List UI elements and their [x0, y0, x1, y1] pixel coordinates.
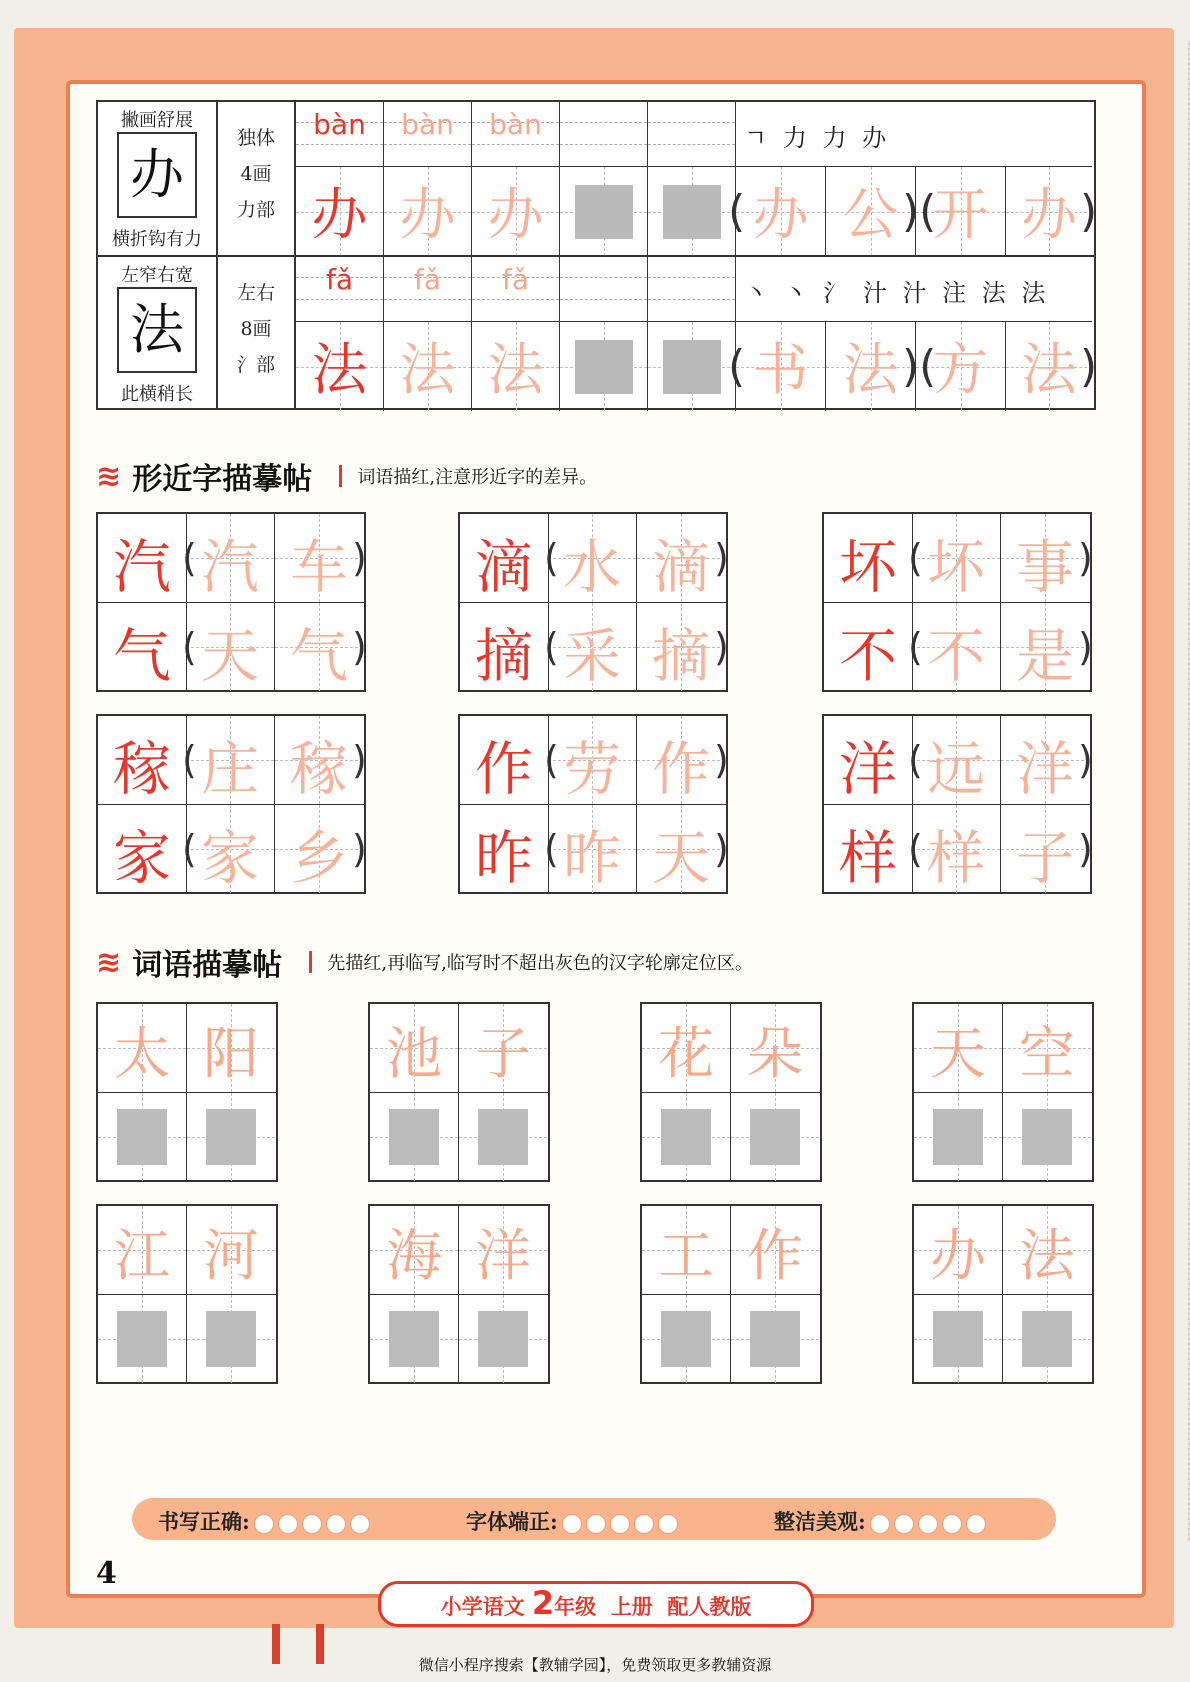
trace-char: 作 [651, 735, 710, 803]
char-cell [384, 321, 472, 411]
model-cell [824, 514, 913, 602]
word-practice-box [368, 1204, 550, 1384]
trace-cell[interactable] [637, 716, 725, 804]
similar-row: 昨 昨 天 ( ) [460, 804, 726, 893]
word-char: 法 [842, 338, 899, 403]
pinyin-cell [472, 102, 560, 166]
word-char: 方 [932, 338, 989, 403]
radical: 氵部 [236, 354, 275, 376]
trace-cell[interactable] [186, 716, 275, 804]
trace-cell[interactable] [548, 603, 637, 691]
write-cell[interactable] [98, 1295, 186, 1383]
char-label [98, 257, 218, 410]
flower-icon[interactable] [894, 1514, 914, 1534]
model-char: 洋 [838, 735, 897, 803]
trace-char: 河 [203, 1224, 259, 1289]
write-cell[interactable] [187, 1093, 275, 1181]
trace-cell[interactable] [275, 716, 363, 804]
similar-row: 滴 水 滴 ( ) [460, 514, 726, 602]
pinyin: bàn [313, 108, 366, 141]
model-char: 样 [838, 824, 897, 892]
model-cell [98, 805, 187, 893]
trace-cell[interactable] [731, 1004, 819, 1092]
pinyin-cell [296, 257, 384, 321]
trace-cell[interactable] [98, 1206, 186, 1294]
flower-icon[interactable] [658, 1514, 678, 1534]
word-char: 办 [1021, 183, 1077, 248]
trace-char: 办 [930, 1224, 986, 1289]
write-cell[interactable] [187, 1295, 275, 1383]
pinyin-cell [648, 257, 736, 321]
outline-zone [661, 1311, 711, 1367]
rating-bar [132, 1498, 1056, 1540]
flower-icon[interactable] [870, 1514, 890, 1534]
trace-char: 气 [289, 622, 348, 690]
flower-icon[interactable] [254, 1514, 274, 1534]
similar-row: 汽 汽 车 ( ) [98, 514, 364, 602]
trace-char: 办 [311, 183, 368, 248]
trace-cell[interactable] [642, 1004, 730, 1092]
trace-cell[interactable] [914, 1004, 1002, 1092]
model-cell [98, 514, 187, 602]
char-info [218, 120, 294, 228]
similar-group [96, 512, 366, 692]
book-footer [378, 1581, 814, 1627]
write-cell[interactable] [642, 1093, 730, 1181]
trace-char: 事 [1015, 533, 1074, 601]
pinyin-cell [384, 257, 472, 321]
tip-top: 左窄右宽 [121, 265, 193, 286]
pinyin: fǎ [325, 263, 353, 296]
trace-char: 滴 [651, 533, 710, 601]
word-practice-box [912, 1204, 1094, 1384]
wave-icon: ≋ [96, 458, 122, 494]
trace-char: 工 [658, 1224, 714, 1289]
trace-cell[interactable] [187, 1004, 275, 1092]
word-cell [736, 321, 826, 411]
pinyin-cell [648, 102, 736, 166]
outline-zone [389, 1109, 439, 1165]
write-cell[interactable] [642, 1295, 730, 1383]
pinyin: fǎ [501, 263, 529, 296]
char-cell [472, 166, 560, 256]
model-cell [98, 603, 187, 691]
trace-cell[interactable] [731, 1206, 819, 1294]
similar-row: 样 样 子 ( ) [824, 804, 1090, 893]
outline-zone [389, 1311, 439, 1367]
flower-icon[interactable] [634, 1514, 654, 1534]
footer-edition: 配人教版 [667, 1595, 752, 1619]
trace-char: 子 [1015, 824, 1074, 892]
word-practice-box [640, 1002, 822, 1182]
model-cell [824, 603, 913, 691]
trace-cell[interactable] [637, 603, 725, 691]
trace-cell[interactable] [370, 1004, 458, 1092]
trace-char: 天 [200, 622, 259, 690]
outline-zone [663, 185, 721, 239]
trace-cell[interactable] [370, 1206, 458, 1294]
stroke-count: 4画 [240, 163, 272, 185]
flower-icon[interactable] [326, 1514, 346, 1534]
pinyin-cell [560, 102, 648, 166]
write-cell[interactable] [648, 166, 736, 256]
outline-zone [663, 340, 721, 394]
trace-char: 汽 [200, 533, 259, 601]
model-char: 不 [838, 622, 897, 690]
trace-char: 办 [487, 183, 544, 248]
flower-icon[interactable] [302, 1514, 322, 1534]
trace-cell[interactable] [912, 805, 1001, 893]
trace-char: 摘 [651, 622, 710, 690]
trace-cell[interactable] [1001, 603, 1089, 691]
model-char: 家 [112, 824, 171, 892]
model-cell [98, 716, 187, 804]
trace-cell[interactable] [1001, 514, 1089, 602]
trace-cell[interactable] [275, 514, 363, 602]
word-char: 办 [752, 183, 809, 248]
character-table [96, 100, 1096, 410]
pinyin: bàn [401, 108, 454, 141]
outline-zone [750, 1109, 800, 1165]
trace-cell[interactable] [459, 1004, 547, 1092]
write-cell[interactable] [731, 1093, 819, 1181]
model-cell [460, 514, 549, 602]
word-cell [736, 166, 826, 256]
tip-top: 撇画舒展 [121, 110, 193, 131]
trace-cell[interactable] [914, 1206, 1002, 1294]
flower-icon[interactable] [918, 1514, 938, 1534]
structure: 独体 [236, 127, 275, 149]
trace-cell[interactable] [1001, 716, 1089, 804]
section-title: 形近字描摹帖 [132, 462, 313, 497]
outline-zone [1022, 1109, 1072, 1165]
char-cell [296, 166, 384, 256]
trace-char: 池 [386, 1022, 442, 1087]
similar-group [458, 714, 728, 894]
similar-row: 不 不 是 ( ) [824, 602, 1090, 691]
trace-char: 稼 [289, 735, 348, 803]
model-char: 稼 [112, 735, 171, 803]
trace-char: 样 [926, 824, 985, 892]
trace-char: 法 [311, 338, 368, 403]
write-cell[interactable] [1003, 1295, 1091, 1383]
write-cell[interactable] [370, 1093, 458, 1181]
flower-icon[interactable] [610, 1514, 630, 1534]
outline-zone [117, 1109, 167, 1165]
char-row-fa: 左窄右宽 法 此横稍长 左右 8画 氵部 fǎ fǎ fǎ 丶 丶 氵 汁 汁 注 法 法 法 法 法 书 法 方 法 ( )( ) [98, 255, 1094, 410]
pinyin-cell [384, 102, 472, 166]
model-cell [460, 603, 549, 691]
trace-cell[interactable] [98, 1004, 186, 1092]
trace-cell[interactable] [912, 603, 1001, 691]
outline-zone [206, 1109, 256, 1165]
word-practice-box [96, 1002, 278, 1182]
write-cell[interactable] [560, 166, 648, 256]
write-cell[interactable] [731, 1295, 819, 1383]
word-section-header [96, 940, 753, 984]
trace-char: 天 [930, 1022, 986, 1087]
flower-icon[interactable] [350, 1514, 370, 1534]
trace-cell[interactable] [275, 805, 363, 893]
similar-group [96, 714, 366, 894]
trace-char: 作 [747, 1224, 803, 1289]
rating-clean: 整洁美观: [774, 1506, 986, 1536]
outline-zone [478, 1311, 528, 1367]
trace-cell[interactable] [1003, 1004, 1091, 1092]
trace-char: 昨 [562, 824, 621, 892]
model-cell [824, 716, 913, 804]
trace-char: 家 [200, 824, 259, 892]
section-description: 词语描红,注意形近字的差异。 [357, 467, 598, 488]
stroke-order-cell [736, 102, 1092, 166]
trace-cell[interactable] [186, 514, 275, 602]
stroke-order: ㄱ 力 力 办 [744, 124, 891, 152]
model-char: 汽 [112, 533, 171, 601]
trace-char: 不 [926, 622, 985, 690]
word-practice-box [368, 1002, 550, 1182]
write-cell[interactable] [459, 1093, 547, 1181]
char-row-ban: 撇画舒展 办 横折钩有力 独体 4画 力部 bàn bàn bàn ㄱ 力 力 办 办 办 办 办 公 开 办 ( )( ) [98, 102, 1094, 255]
word-practice-box [912, 1002, 1094, 1182]
model-char: 作 [474, 735, 533, 803]
write-cell[interactable] [560, 321, 648, 411]
tip-bottom: 此横稍长 [121, 384, 193, 405]
wave-icon: ≋ [96, 944, 122, 980]
outline-zone [750, 1311, 800, 1367]
promo-banner: 微信小程序搜索【教辅学园】，免费领取更多教辅资源 [418, 1656, 772, 1674]
tip-bottom: 横折钩有力 [112, 229, 202, 250]
model-cell [824, 805, 913, 893]
outline-zone [117, 1311, 167, 1367]
trace-cell[interactable] [1003, 1206, 1091, 1294]
trace-cell[interactable] [275, 603, 363, 691]
outline-zone [661, 1109, 711, 1165]
outline-zone [1022, 1311, 1072, 1367]
trace-cell[interactable] [187, 1206, 275, 1294]
write-cell[interactable] [1003, 1093, 1091, 1181]
char-info [218, 275, 294, 383]
trace-cell[interactable] [637, 805, 725, 893]
model-char: 滴 [474, 533, 533, 601]
trace-char: 海 [386, 1224, 442, 1289]
trace-char: 车 [289, 533, 348, 601]
model-char: 坏 [838, 533, 897, 601]
trace-cell[interactable] [637, 514, 725, 602]
trace-char: 采 [562, 622, 621, 690]
trace-cell[interactable] [459, 1206, 547, 1294]
char-cell [384, 166, 472, 256]
model-char: 摘 [474, 622, 533, 690]
write-cell[interactable] [648, 321, 736, 411]
trace-char: 洋 [1015, 735, 1074, 803]
footer-grade-label: 年级 [554, 1595, 597, 1619]
trace-char: 花 [658, 1022, 714, 1087]
trace-char: 空 [1019, 1022, 1075, 1087]
trace-char: 子 [475, 1022, 531, 1087]
outline-zone [575, 340, 633, 394]
trace-char: 江 [114, 1224, 170, 1289]
similar-row: 洋 远 洋 ( ) [824, 716, 1090, 804]
trace-cell[interactable] [912, 514, 1001, 602]
model-char: 法 [117, 287, 197, 373]
trace-char: 乡 [289, 824, 348, 892]
flower-icon[interactable] [562, 1514, 582, 1534]
trace-char: 朵 [747, 1022, 803, 1087]
trace-cell[interactable] [548, 805, 637, 893]
model-char: 昨 [474, 824, 533, 892]
char-label [98, 102, 218, 255]
flower-icon[interactable] [966, 1514, 986, 1534]
trace-char: 法 [399, 338, 456, 403]
stroke-count: 8画 [240, 318, 272, 340]
similar-section-header [96, 454, 597, 498]
rating-neat: 字体端正: [466, 1506, 678, 1536]
trace-cell[interactable] [1001, 805, 1089, 893]
flower-icon[interactable] [278, 1514, 298, 1534]
trace-char: 坏 [926, 533, 985, 601]
trace-cell[interactable] [912, 716, 1001, 804]
write-cell[interactable] [370, 1295, 458, 1383]
word-practice-box [640, 1204, 822, 1384]
rating-correct: 书写正确: [158, 1506, 370, 1536]
trace-char: 办 [399, 183, 456, 248]
similar-group [458, 512, 728, 692]
write-cell[interactable] [914, 1295, 1002, 1383]
trace-cell[interactable] [186, 603, 275, 691]
similar-row: 稼 庄 稼 ( ) [98, 716, 364, 804]
write-cell[interactable] [459, 1295, 547, 1383]
outline-zone [575, 185, 633, 239]
trace-char: 劳 [562, 735, 621, 803]
trace-char: 天 [651, 824, 710, 892]
flower-icon[interactable] [942, 1514, 962, 1534]
trace-char: 水 [562, 533, 621, 601]
word-char: 法 [1021, 338, 1077, 403]
footer-grade-number: 2 [531, 1584, 555, 1622]
trace-cell[interactable] [186, 805, 275, 893]
pinyin: fǎ [413, 263, 441, 296]
trace-cell[interactable] [642, 1206, 730, 1294]
trace-char: 远 [926, 735, 985, 803]
trace-char: 法 [487, 338, 544, 403]
model-char: 气 [112, 622, 171, 690]
radical: 力部 [236, 199, 275, 221]
page-number: 4 [96, 1556, 117, 1591]
outline-zone [933, 1311, 983, 1367]
stroke-order: 丶 丶 氵 汁 汁 注 法 法 [744, 279, 1050, 307]
write-cell[interactable] [98, 1093, 186, 1181]
model-cell [460, 805, 549, 893]
pinyin: bàn [489, 108, 542, 141]
stroke-order-cell [736, 257, 1092, 321]
similar-group [822, 714, 1092, 894]
trace-char: 阳 [203, 1022, 259, 1087]
word-char: 书 [752, 338, 809, 403]
section-title: 词语描摹帖 [132, 948, 283, 983]
trace-char: 庄 [200, 735, 259, 803]
similar-row: 作 劳 作 ( ) [460, 716, 726, 804]
footer-term: 上册 [610, 1595, 653, 1619]
word-char: 公 [842, 183, 899, 248]
similar-row: 摘 采 摘 ( ) [460, 602, 726, 691]
write-cell[interactable] [914, 1093, 1002, 1181]
flower-icon[interactable] [586, 1514, 606, 1534]
pinyin-cell [472, 257, 560, 321]
char-cell [296, 321, 384, 411]
model-cell [460, 716, 549, 804]
similar-row: 气 天 气 ( ) [98, 602, 364, 691]
similar-row: 坏 坏 事 ( ) [824, 514, 1090, 602]
outline-zone [478, 1109, 528, 1165]
outline-zone [206, 1311, 256, 1367]
trace-char: 洋 [475, 1224, 531, 1289]
trace-char: 太 [114, 1022, 170, 1087]
similar-group [822, 512, 1092, 692]
similar-row: 家 家 乡 ( ) [98, 804, 364, 893]
trace-cell[interactable] [548, 514, 637, 602]
structure: 左右 [236, 282, 275, 304]
outline-zone [933, 1109, 983, 1165]
trace-cell[interactable] [548, 716, 637, 804]
trace-char: 是 [1015, 622, 1074, 690]
word-practice-box [96, 1204, 278, 1384]
word-char: 开 [932, 183, 989, 248]
section-description: 先描红,再临写,临写时不超出灰色的汉字轮廓定位区。 [327, 953, 753, 974]
pinyin-cell [296, 102, 384, 166]
footer-subject: 小学语文 [440, 1595, 525, 1619]
trace-char: 法 [1019, 1224, 1075, 1289]
pinyin-cell [560, 257, 648, 321]
model-char: 办 [117, 132, 197, 218]
char-cell [472, 321, 560, 411]
